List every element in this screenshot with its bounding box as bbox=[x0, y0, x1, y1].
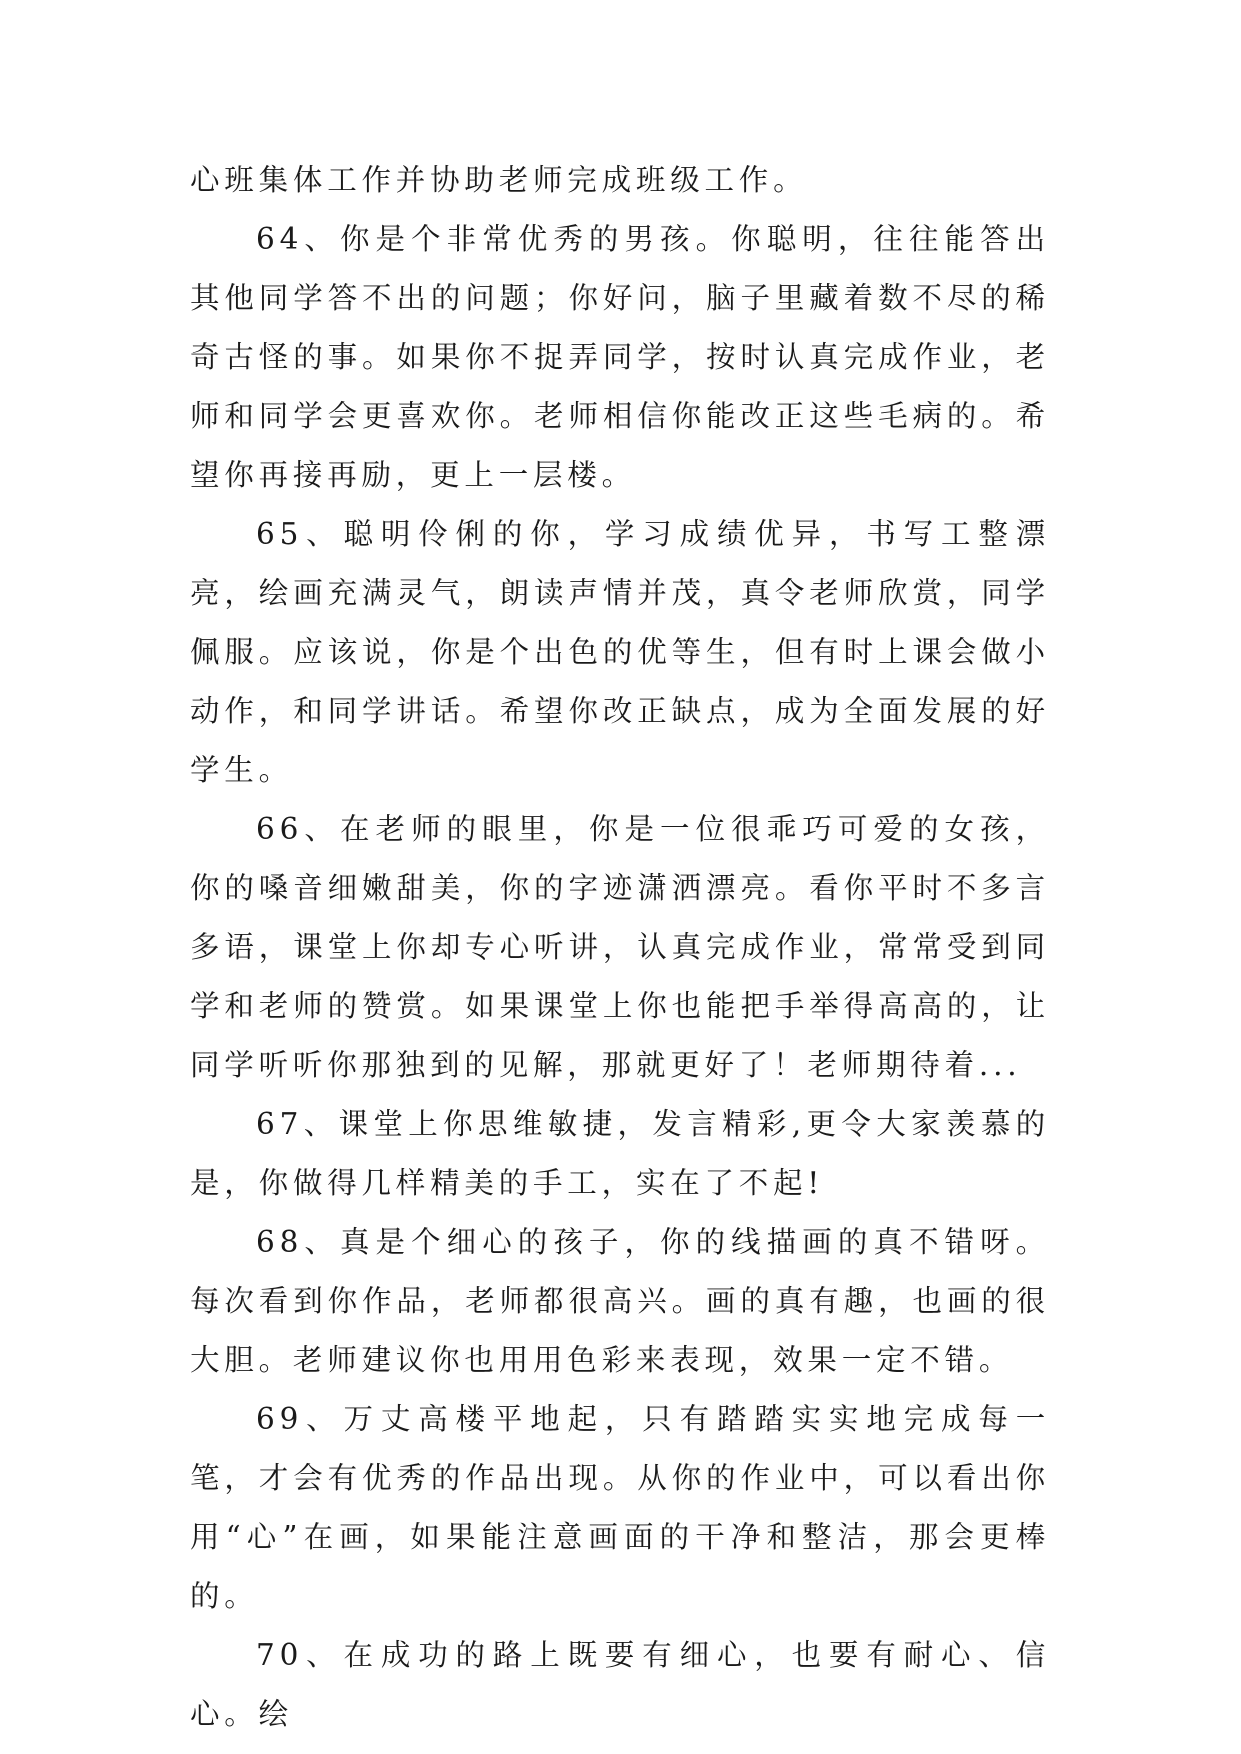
paragraph-65: 65、聪明伶俐的你，学习成绩优异，书写工整漂亮，绘画充满灵气，朗读声情并茂，真令老师欣赏，同学佩服。应该说，你是个出色的优等生，但有时上课会做小动作，和同学讲话。希望你改正缺点，成为全面发展的好学生。 bbox=[190, 517, 1050, 787]
paragraph-66: 66、在老师的眼里，你是一位很乖巧可爱的女孩，你的嗓音细嫩甜美，你的字迹潇洒漂亮。看你平时不多言多语，课堂上你却专心听讲，认真完成作业，常常受到同学和老师的赞赏。如果课堂上你也能把手举得高高的，让同学听听你那独到的见解，那就更好了！老师期待着... bbox=[190, 812, 1050, 1082]
paragraph-64: 64、你是个非常优秀的男孩。你聪明，往往能答出其他同学答不出的问题；你好问，脑子里藏着数不尽的稀奇古怪的事。如果你不捉弄同学，按时认真完成作业，老师和同学会更喜欢你。老师相信你能改正这些毛病的。希望你再接再励，更上一层楼。 bbox=[190, 222, 1050, 492]
paragraph-68: 68、真是个细心的孩子，你的线描画的真不错呀。每次看到你作品，老师都很高兴。画的真有趣，也画的很大胆。老师建议你也用用色彩来表现，效果一定不错。 bbox=[190, 1225, 1050, 1377]
paragraph-67: 67、课堂上你思维敏捷，发言精彩,更令大家羡慕的是，你做得几样精美的手工，实在了不起! bbox=[190, 1107, 1050, 1200]
document-body bbox=[190, 151, 1050, 1744]
paragraph-69: 69、万丈高楼平地起，只有踏踏实实地完成每一笔，才会有优秀的作品出现。从你的作业中，可以看出你用“心”在画，如果能注意画面的干净和整洁，那会更棒的。 bbox=[190, 1402, 1050, 1613]
paragraph-70: 70、在成功的路上既要有细心，也要有耐心、信心。绘 bbox=[190, 1638, 1050, 1731]
paragraph-continuation: 心班集体工作并协助老师完成班级工作。 bbox=[190, 163, 808, 197]
